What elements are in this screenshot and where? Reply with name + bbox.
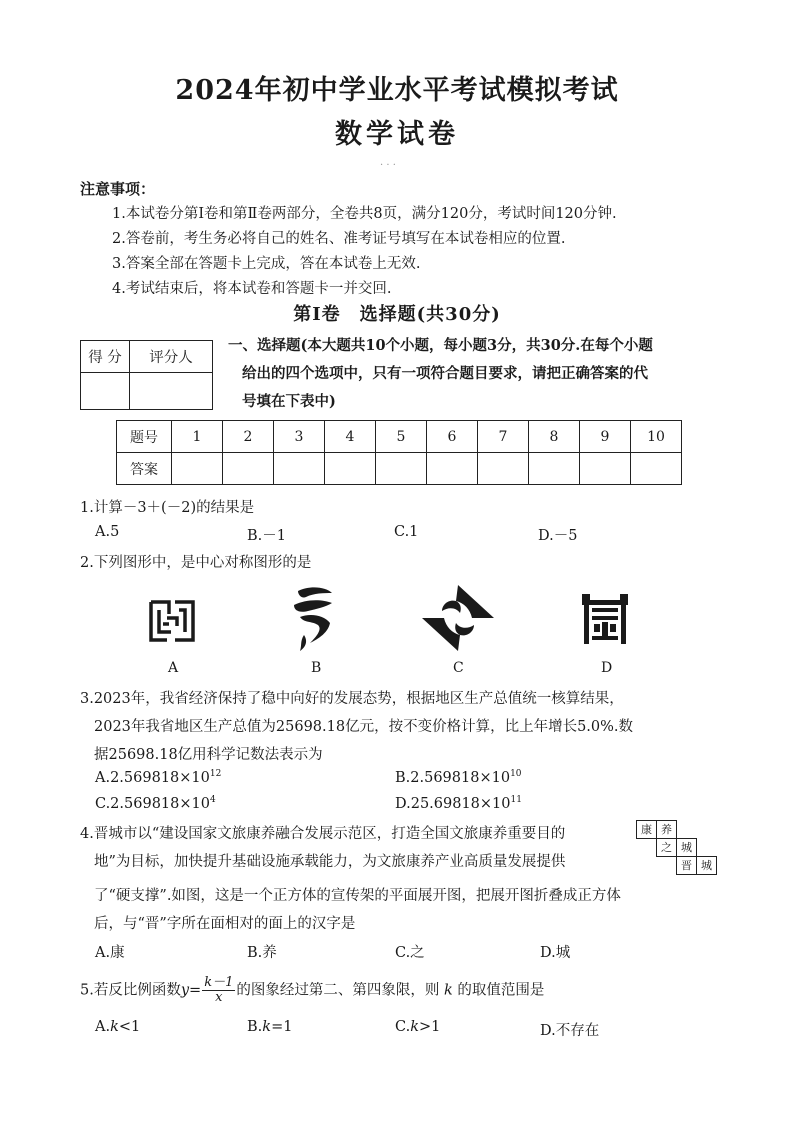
scan-dots: · · · [380,160,396,171]
answer-cell[interactable] [478,453,529,485]
figure-label: D [601,660,613,676]
question-number: 10 [631,421,682,453]
q5-option-a: A.k<1 [95,1019,141,1035]
q3-option-b: $B.2.569818\times 10^{10}$ [395,769,522,786]
note-item: 1.本试卷分第Ⅰ卷和第Ⅱ卷两部分，全卷共8页，满分120分，考试时间120分钟. [112,206,617,222]
question-3-line: 据25698.18亿用科学记数法表示为 [94,747,323,763]
figure-a-maze-emblem [147,596,197,646]
figure-b-swirl-emblem [288,585,338,653]
answer-cell[interactable] [376,453,427,485]
q1-option-d: D.－5 [538,528,578,544]
question-2-stem: 2.下列图形中，是中心对称图形的是 [80,555,312,571]
net-face: 城 [676,838,697,857]
note-item: 4.考试结束后，将本试卷和答题卡一并交回. [112,281,392,297]
q5-option-b: B.k=1 [247,1019,293,1035]
answer-cell[interactable] [529,453,580,485]
exam-title: 2024年初中学业水平考试模拟考试 [175,75,619,106]
question-3-line: 2023年我省地区生产总值为25698.18亿元，按不变价格计算，比上年增长5.0%.数 [94,719,634,735]
question-1-stem: 1.计算－3＋(－2)的结果是 [80,500,255,516]
answer-cell[interactable] [325,453,376,485]
cube-net-figure [636,820,716,880]
question-4-line: 后，与“晋”字所在面相对的面上的汉字是 [94,916,356,932]
row-label: 答案 [117,453,172,485]
net-face: 之 [656,838,677,857]
exam-subtitle: 数学试卷 [335,119,459,150]
net-face: 城 [696,856,717,875]
q3-option-c: $C.2.569818\times 10^4$ [95,795,216,812]
q3-option-d: $D.25.69818\times 10^{11}$ [395,795,522,812]
figure-c-pinwheel-emblem [420,583,496,653]
note-item: 2.答卷前，考生务必将自己的姓名、准考证号填写在本试卷相应的位置. [112,231,566,247]
q1-option-b: B.－1 [247,528,286,544]
figure-label: C [453,660,464,676]
note-item: 3.答案全部在答题卡上完成，答在本试卷上无效. [112,256,421,272]
answer-cell[interactable] [427,453,478,485]
q5-option-d: D.不存在 [540,1023,600,1039]
question-4-line: 了“硬支撑”.如图，这是一个正方体的宣传架的平面展开图，把展开图折叠成正方体 [94,888,621,904]
answer-cell[interactable] [580,453,631,485]
net-face: 养 [656,820,677,839]
figure-d-gate-emblem [580,592,630,646]
answer-cell[interactable] [631,453,682,485]
q4-option-c: C.之 [395,945,425,961]
question-number: 6 [427,421,478,453]
question-3-line: 3.2023年，我省经济保持了稳中向好的发展态势，根据地区生产总值统一核算结果， [80,691,624,707]
net-face: 康 [636,820,657,839]
row-label: 题号 [117,421,172,453]
instructions-line: 一、选择题(本大题共10个小题，每小题3分，共30分.在每个小题 [228,337,653,354]
q4-option-b: B.养 [247,945,277,961]
answer-table [116,420,682,485]
instructions-line: 给出的四个选项中，只有一项符合题目要求，请把正确答案的代 [242,365,648,382]
question-4-line: 4.晋城市以“建设国家文旅康养融合发展示范区，打造全国文旅康养重要目的 [80,826,566,842]
question-number: 7 [478,421,529,453]
figure-label: A [168,660,179,676]
question-number: 5 [376,421,427,453]
answer-cell[interactable] [223,453,274,485]
grader-header: 评分人 [130,341,213,373]
question-5-stem: 5.若反比例函数y= $\frac{k-1}{x}$ 的图象经过第二、第四象限，则 k 的取值范围是 [80,975,545,1005]
answer-cell[interactable] [274,453,325,485]
question-number: 1 [172,421,223,453]
notes-heading: 注意事项： [80,180,156,198]
score-table [80,340,213,410]
question-number: 9 [580,421,631,453]
figure-label: B [311,660,322,676]
net-face: 晋 [676,856,697,875]
question-number: 3 [274,421,325,453]
question-number-row [117,421,682,453]
question-number: 2 [223,421,274,453]
q4-option-a: A.康 [95,945,125,961]
question-4-line: 地”为目标，加快提升基础设施承载能力，为文旅康养产业高质量发展提供 [94,854,566,870]
score-header: 得 分 [81,341,130,373]
q3-option-a: $A.2.569818\times 10^{12}$ [95,769,222,786]
q4-option-d: D.城 [540,945,571,961]
question-number: 8 [529,421,580,453]
answer-row [117,453,682,485]
q1-option-c: C.1 [394,524,419,540]
score-cell[interactable] [81,373,130,410]
fraction: $\frac{k-1}{x}$ [204,975,234,1005]
instructions-line: 号填在下表中) [242,393,336,410]
q1-option-a: A.5 [95,524,120,540]
q5-option-c: C.k>1 [395,1019,441,1035]
grader-cell[interactable] [130,373,213,410]
answer-cell[interactable] [172,453,223,485]
question-number: 4 [325,421,376,453]
section-title: 第Ⅰ卷 选择题(共30分) [293,304,501,325]
